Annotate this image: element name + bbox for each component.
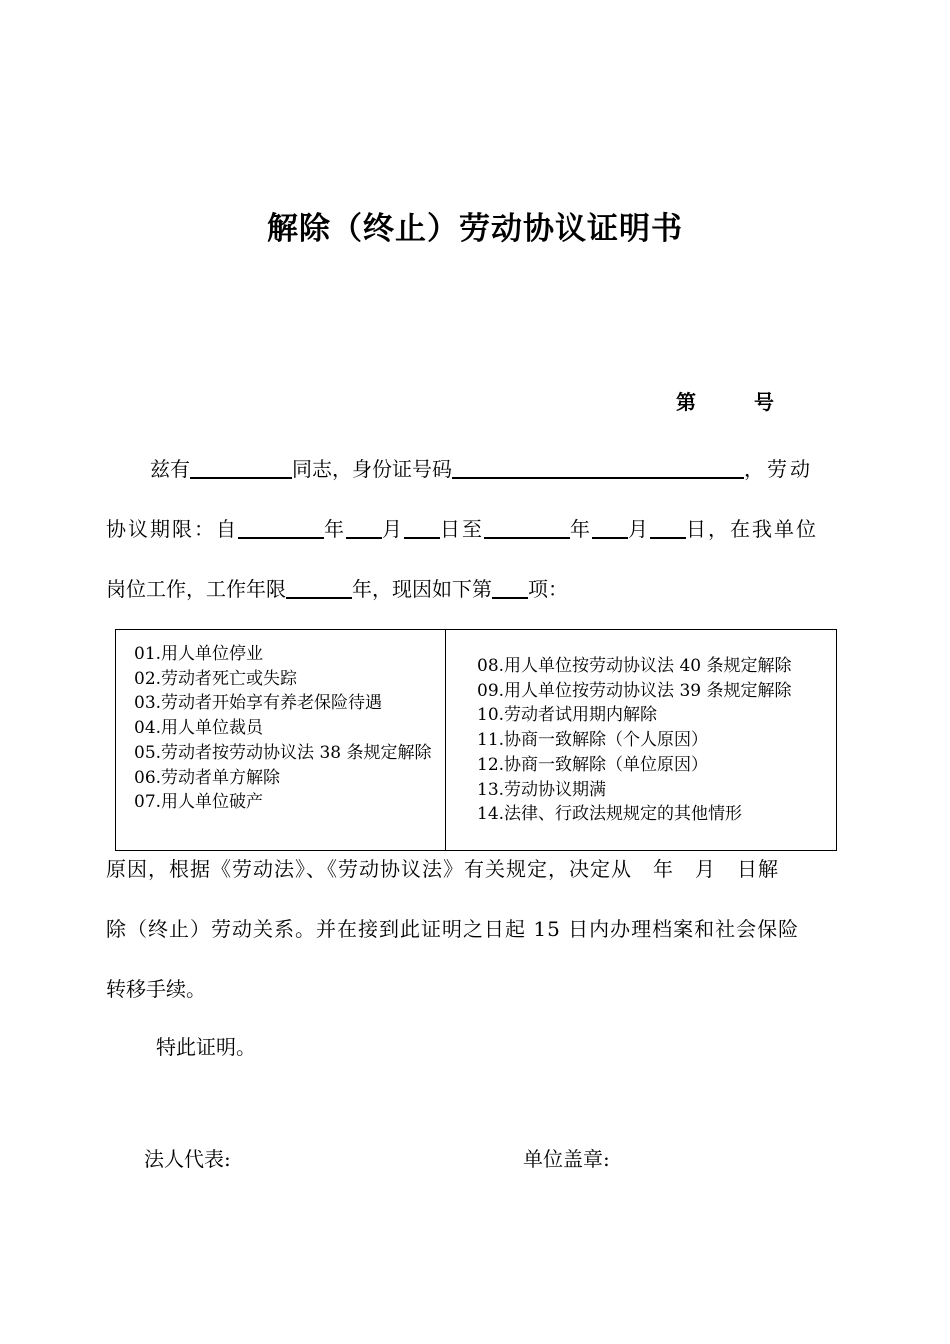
paragraph-line-3: [106, 573, 846, 602]
unit-seal-label: 单位盖章:: [523, 1147, 610, 1171]
reason-item: 14.法律、行政法规规定的其他情形: [477, 804, 743, 825]
legal-representative-label: 法人代表:: [144, 1147, 231, 1171]
text-segment: 年，现因如下第: [352, 577, 492, 601]
text-segment: 兹有: [150, 457, 190, 481]
closing-text: 特此证明。: [156, 1035, 256, 1059]
reason-item: 11.协商一致解除（个人原因）: [477, 730, 709, 751]
start-month-blank[interactable]: [346, 517, 382, 539]
reason-item: 09.用人单位按劳动协议法 39 条规定解除: [477, 680, 792, 701]
work-years-blank[interactable]: [286, 577, 352, 599]
reason-item: 06.劳动者单方解除: [134, 767, 281, 788]
text-segment: 日至: [440, 517, 484, 541]
reason-item: 05.劳动者按劳动协议法 38 条规定解除: [134, 742, 432, 763]
text-segment: 同志，身份证号码: [292, 457, 452, 481]
text-segment: 项：: [528, 577, 568, 601]
reasons-table: [115, 629, 837, 851]
paragraph2-line-1: 原因，根据《劳动法》、《劳动协议法》有关规定，决定从 年 月 日解: [106, 857, 779, 881]
reason-item: 12.协商一致解除（单位原因）: [477, 754, 709, 775]
reasons-right-column: [477, 654, 827, 827]
paragraph-line-1: [106, 453, 846, 482]
id-number-blank[interactable]: [452, 457, 744, 479]
reasons-left-column: [124, 642, 440, 815]
start-year-blank[interactable]: [238, 517, 324, 539]
table-divider: [445, 630, 446, 850]
reason-item: 02.劳动者死亡或失踪: [134, 668, 298, 689]
text-segment: 年: [570, 517, 592, 541]
reason-item: 03.劳动者开始享有养老保险待遇: [134, 693, 383, 714]
paragraph2-line-3: 转移手续。: [106, 977, 206, 1001]
page-title: 解除（终止）劳动协议证明书: [267, 211, 683, 247]
end-day-blank[interactable]: [650, 517, 686, 539]
text-segment: 岗位工作，工作年限: [106, 577, 286, 601]
text-segment: 日，在我单位: [686, 517, 818, 541]
text-segment: 月: [628, 517, 650, 541]
text-segment: 月: [382, 517, 404, 541]
reason-item: 13.劳动协议期满: [477, 779, 607, 800]
end-month-blank[interactable]: [592, 517, 628, 539]
end-year-blank[interactable]: [484, 517, 570, 539]
reason-item: 07.用人单位破产: [134, 792, 264, 813]
text-segment: 协议期限：自: [106, 517, 238, 541]
text-segment: 年: [324, 517, 346, 541]
text-segment: ，劳动: [744, 457, 813, 481]
paragraph-line-2: [106, 513, 846, 542]
paragraph2-line-2: 除（终止）劳动关系。并在接到此证明之日起 15 日内办理档案和社会保险: [106, 917, 800, 941]
name-blank[interactable]: [190, 457, 292, 479]
reason-item: 04.用人单位裁员: [134, 718, 264, 739]
reason-item: 01.用人单位停业: [134, 644, 264, 664]
doc-number-prefix: 第: [676, 390, 696, 414]
reason-item: 10.劳动者试用期内解除: [477, 705, 658, 726]
start-day-blank[interactable]: [404, 517, 440, 539]
doc-number-suffix: 号: [754, 390, 774, 414]
reason-item: 08.用人单位按劳动协议法 40 条规定解除: [477, 656, 792, 676]
item-number-blank[interactable]: [492, 577, 528, 599]
